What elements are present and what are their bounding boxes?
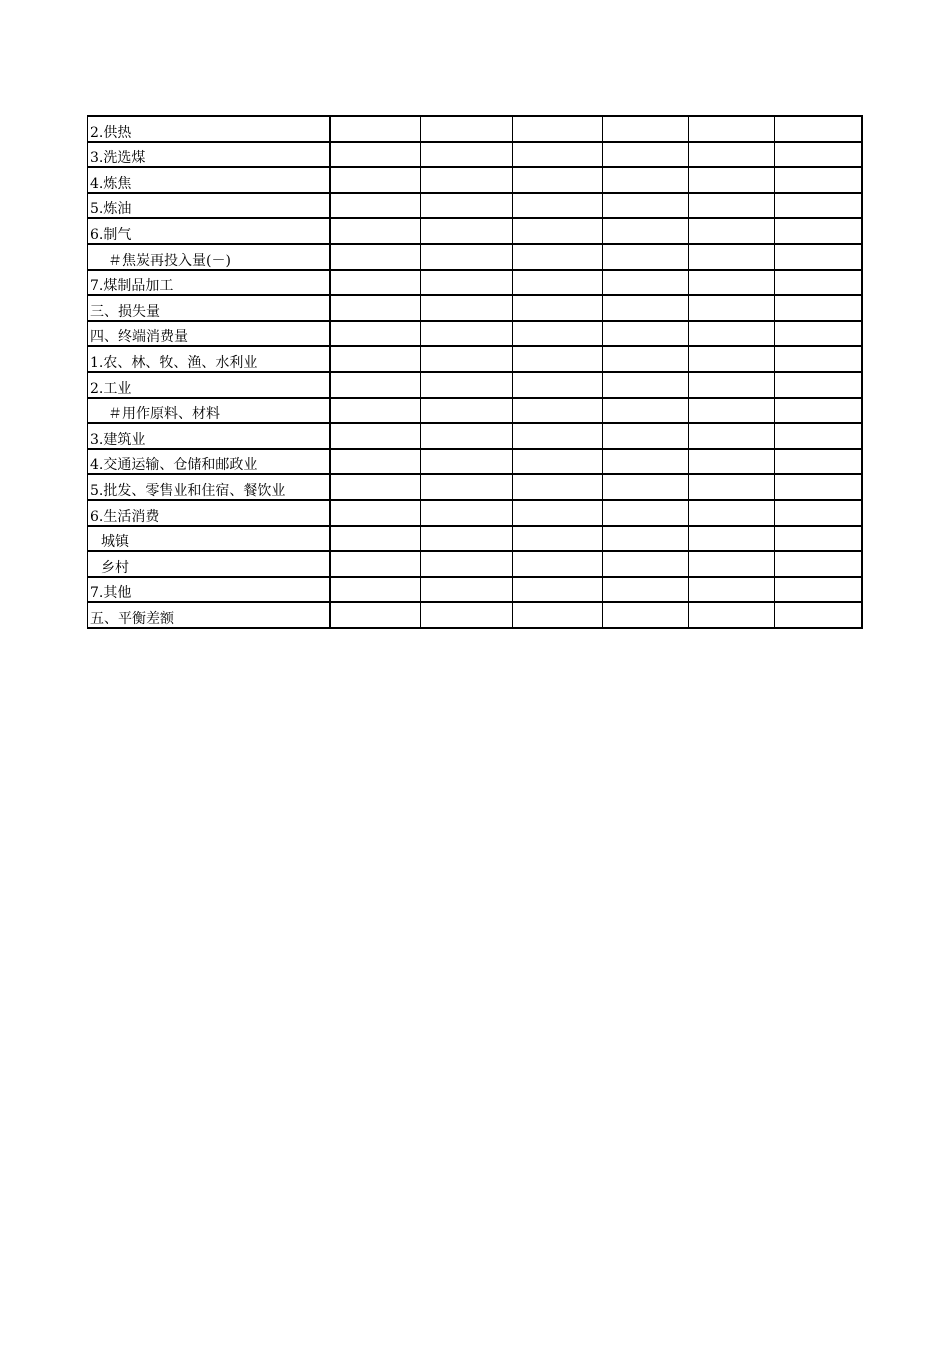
table-row [88, 346, 862, 372]
value-cell[interactable] [689, 398, 775, 424]
value-cell[interactable] [603, 116, 689, 142]
value-cell[interactable] [330, 474, 421, 500]
value-cell[interactable] [421, 449, 513, 475]
value-cell[interactable] [330, 142, 421, 168]
table-row [88, 167, 862, 193]
row-label: 3.建筑业 [88, 423, 330, 449]
row-label: 乡村 [88, 551, 330, 577]
value-cell[interactable] [330, 526, 421, 552]
value-cell[interactable] [421, 270, 513, 296]
row-label: 2.供热 [88, 116, 330, 142]
value-cell[interactable] [421, 602, 513, 628]
value-cell[interactable] [775, 449, 862, 475]
value-cell[interactable] [603, 423, 689, 449]
value-cell[interactable] [775, 218, 862, 244]
value-cell[interactable] [421, 551, 513, 577]
value-cell[interactable] [775, 577, 862, 603]
table-row [88, 218, 862, 244]
value-cell[interactable] [513, 346, 603, 372]
value-cell[interactable] [775, 423, 862, 449]
value-cell[interactable] [689, 526, 775, 552]
energy-balance-sheet [87, 115, 861, 629]
value-cell[interactable] [330, 218, 421, 244]
value-cell[interactable] [513, 116, 603, 142]
value-cell[interactable] [603, 295, 689, 321]
value-cell[interactable] [513, 218, 603, 244]
value-cell[interactable] [689, 116, 775, 142]
value-cell[interactable] [775, 526, 862, 552]
value-cell[interactable] [330, 116, 421, 142]
value-cell[interactable] [689, 551, 775, 577]
row-label: 城镇 [88, 526, 330, 552]
row-label: 2.工业 [88, 372, 330, 398]
row-label: 1.农、林、牧、渔、水利业 [88, 346, 330, 372]
value-cell[interactable] [603, 321, 689, 347]
value-cell[interactable] [603, 551, 689, 577]
value-cell[interactable] [513, 577, 603, 603]
table-row [88, 602, 862, 628]
value-cell[interactable] [513, 270, 603, 296]
value-cell[interactable] [603, 218, 689, 244]
row-label: ＃焦炭再投入量(－) [88, 244, 330, 270]
value-cell[interactable] [603, 449, 689, 475]
value-cell[interactable] [689, 321, 775, 347]
value-cell[interactable] [775, 500, 862, 526]
value-cell[interactable] [421, 116, 513, 142]
value-cell[interactable] [330, 398, 421, 424]
table-row [88, 398, 862, 424]
value-cell[interactable] [330, 372, 421, 398]
row-label: 四、终端消费量 [88, 321, 330, 347]
value-cell[interactable] [330, 321, 421, 347]
value-cell[interactable] [330, 193, 421, 219]
value-cell[interactable] [421, 142, 513, 168]
row-label: 5.批发、零售业和住宿、餐饮业 [88, 474, 330, 500]
table-row [88, 372, 862, 398]
value-cell[interactable] [421, 346, 513, 372]
value-cell[interactable] [330, 167, 421, 193]
value-cell[interactable] [421, 526, 513, 552]
value-cell[interactable] [421, 577, 513, 603]
value-cell[interactable] [689, 295, 775, 321]
value-cell[interactable] [603, 142, 689, 168]
value-cell[interactable] [513, 449, 603, 475]
value-cell[interactable] [775, 398, 862, 424]
value-cell[interactable] [513, 295, 603, 321]
value-cell[interactable] [689, 142, 775, 168]
row-label: 5.炼油 [88, 193, 330, 219]
table-row [88, 474, 862, 500]
value-cell[interactable] [689, 577, 775, 603]
value-cell[interactable] [689, 474, 775, 500]
value-cell[interactable] [513, 474, 603, 500]
value-cell[interactable] [775, 372, 862, 398]
value-cell[interactable] [689, 372, 775, 398]
value-cell[interactable] [330, 577, 421, 603]
value-cell[interactable] [421, 218, 513, 244]
value-cell[interactable] [775, 602, 862, 628]
value-cell[interactable] [689, 244, 775, 270]
value-cell[interactable] [421, 321, 513, 347]
value-cell[interactable] [513, 551, 603, 577]
value-cell[interactable] [421, 167, 513, 193]
value-cell[interactable] [330, 449, 421, 475]
value-cell[interactable] [330, 244, 421, 270]
value-cell[interactable] [513, 142, 603, 168]
value-cell[interactable] [330, 270, 421, 296]
value-cell[interactable] [330, 551, 421, 577]
value-cell[interactable] [513, 244, 603, 270]
value-cell[interactable] [775, 270, 862, 296]
value-cell[interactable] [689, 167, 775, 193]
value-cell[interactable] [603, 398, 689, 424]
row-label: 7.煤制品加工 [88, 270, 330, 296]
table-body [88, 116, 862, 628]
value-cell[interactable] [421, 398, 513, 424]
value-cell[interactable] [513, 193, 603, 219]
value-cell[interactable] [603, 346, 689, 372]
value-cell[interactable] [775, 142, 862, 168]
value-cell[interactable] [603, 167, 689, 193]
value-cell[interactable] [775, 321, 862, 347]
table-row [88, 270, 862, 296]
value-cell[interactable] [603, 526, 689, 552]
row-label: 4.交通运输、仓储和邮政业 [88, 449, 330, 475]
value-cell[interactable] [689, 218, 775, 244]
value-cell[interactable] [513, 602, 603, 628]
value-cell[interactable] [603, 602, 689, 628]
value-cell[interactable] [513, 167, 603, 193]
row-label: 3.洗选煤 [88, 142, 330, 168]
value-cell[interactable] [775, 116, 862, 142]
row-label: 4.炼焦 [88, 167, 330, 193]
row-label: 6.制气 [88, 218, 330, 244]
value-cell[interactable] [603, 270, 689, 296]
table-row [88, 551, 862, 577]
table-row [88, 116, 862, 142]
table-row [88, 193, 862, 219]
value-cell[interactable] [330, 423, 421, 449]
energy-balance-table [87, 115, 863, 629]
value-cell[interactable] [421, 500, 513, 526]
value-cell[interactable] [775, 244, 862, 270]
value-cell[interactable] [330, 602, 421, 628]
value-cell[interactable] [330, 500, 421, 526]
table-row [88, 142, 862, 168]
value-cell[interactable] [513, 398, 603, 424]
value-cell[interactable] [603, 500, 689, 526]
value-cell[interactable] [689, 602, 775, 628]
value-cell[interactable] [689, 346, 775, 372]
value-cell[interactable] [330, 346, 421, 372]
table-row [88, 577, 862, 603]
value-cell[interactable] [421, 372, 513, 398]
value-cell[interactable] [603, 372, 689, 398]
table-row [88, 295, 862, 321]
value-cell[interactable] [603, 474, 689, 500]
value-cell[interactable] [603, 193, 689, 219]
value-cell[interactable] [421, 474, 513, 500]
value-cell[interactable] [513, 321, 603, 347]
table-row [88, 526, 862, 552]
value-cell[interactable] [513, 526, 603, 552]
value-cell[interactable] [689, 423, 775, 449]
row-label: ＃用作原料、材料 [88, 398, 330, 424]
table-row [88, 500, 862, 526]
table-row [88, 321, 862, 347]
row-label: 五、平衡差额 [88, 602, 330, 628]
value-cell[interactable] [330, 295, 421, 321]
table-row [88, 244, 862, 270]
value-cell[interactable] [775, 551, 862, 577]
row-label: 三、损失量 [88, 295, 330, 321]
value-cell[interactable] [775, 193, 862, 219]
row-label: 6.生活消费 [88, 500, 330, 526]
value-cell[interactable] [603, 244, 689, 270]
value-cell[interactable] [689, 193, 775, 219]
value-cell[interactable] [775, 346, 862, 372]
value-cell[interactable] [603, 577, 689, 603]
value-cell[interactable] [775, 167, 862, 193]
value-cell[interactable] [775, 474, 862, 500]
value-cell[interactable] [689, 500, 775, 526]
value-cell[interactable] [421, 295, 513, 321]
table-row [88, 449, 862, 475]
row-label: 7.其他 [88, 577, 330, 603]
value-cell[interactable] [421, 423, 513, 449]
value-cell[interactable] [513, 372, 603, 398]
value-cell[interactable] [689, 449, 775, 475]
value-cell[interactable] [689, 270, 775, 296]
value-cell[interactable] [421, 244, 513, 270]
table-row [88, 423, 862, 449]
value-cell[interactable] [775, 295, 862, 321]
value-cell[interactable] [513, 423, 603, 449]
value-cell[interactable] [421, 193, 513, 219]
value-cell[interactable] [513, 500, 603, 526]
